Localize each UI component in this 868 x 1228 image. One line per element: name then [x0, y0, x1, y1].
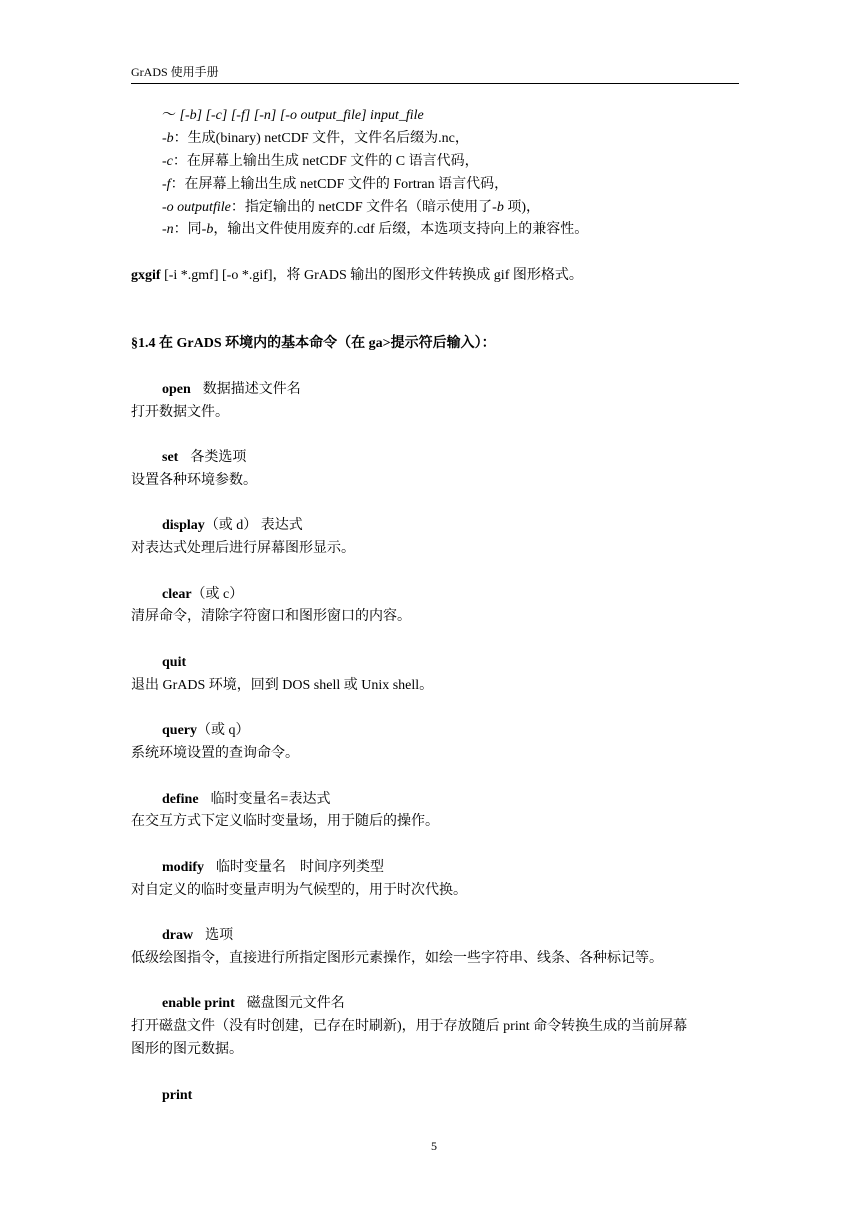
command-desc: 设置各种环境参数。 [131, 473, 257, 488]
option-flag: -o outputfile [162, 200, 231, 215]
option-flag-ref: -b [492, 200, 504, 215]
command-line [162, 585, 243, 605]
command-name: query [162, 723, 197, 738]
gxgif-desc: [-i *.gmf] [-o *.gif]，将 GrADS 输出的图形文件转换成 gif 图形格式。 [160, 268, 583, 283]
command-name: set [162, 450, 179, 465]
command-line [162, 448, 246, 468]
option-line [162, 175, 508, 195]
usage-line [162, 106, 424, 126]
command-arg: （或 d） 表达式 [204, 518, 303, 533]
command-arg: 选项 [205, 928, 234, 943]
command-arg: 临时变量名=表达式 [210, 792, 331, 807]
page-number: 5 [431, 1139, 437, 1153]
option-flag-ref: -b [201, 222, 214, 237]
tilde-symbol: ～ [162, 108, 176, 123]
usage-text: [-b] [-c] [-f] [-n] [-o output_file] input_file [179, 108, 424, 123]
option-flag: -f [162, 177, 171, 192]
command-name: clear [162, 587, 192, 602]
command-name: enable print [162, 996, 235, 1011]
command-desc: 打开数据文件。 [131, 405, 229, 420]
option-desc: ：指定输出的 netCDF 文件名（暗示使用了 [230, 200, 493, 215]
command-arg: （或 c） [191, 587, 244, 602]
command-line [162, 790, 330, 810]
option-line [162, 129, 469, 149]
option-flag: -c [162, 154, 173, 169]
command-name: open [162, 382, 191, 397]
command-line [162, 994, 345, 1014]
command-line [162, 380, 301, 400]
command-line [162, 1086, 192, 1106]
command-name: draw [162, 928, 194, 943]
command-arg: （或 q） [197, 723, 250, 738]
command-name: modify [162, 860, 204, 875]
option-flag: -b [162, 131, 174, 146]
command-desc-continued: 图形的图元数据。 [131, 1042, 243, 1057]
command-desc: 低级绘图指令，直接进行所指定图形元素操作，如绘一些字符串、线条、各种标记等。 [131, 951, 663, 966]
option-line [162, 152, 479, 172]
command-line [162, 653, 186, 673]
gxgif-line [131, 266, 583, 286]
command-arg: 各类选项 [190, 450, 247, 465]
option-desc-tail: ，输出文件使用废弃的.cdf 后缀，本选项支持向上的兼容性。 [213, 222, 589, 237]
command-desc: 系统环境设置的查询命令。 [131, 746, 299, 761]
command-line [162, 516, 303, 536]
option-desc: ：生成(binary) netCDF 文件，文件名后缀为.nc， [173, 131, 469, 146]
section-title: §1.4 在 GrADS 环境内的基本命令（在 ga>提示符后输入）： [131, 336, 496, 351]
command-desc: 对自定义的临时变量声明为气候型的，用于时次代换。 [131, 883, 467, 898]
command-line [162, 721, 250, 741]
option-line [162, 220, 588, 240]
command-desc: 清屏命令，清除字符窗口和图形窗口的内容。 [131, 609, 411, 624]
option-line [162, 198, 540, 218]
option-desc: ：在屏幕上输出生成 netCDF 文件的 C 语言代码， [172, 154, 479, 169]
command-name: display [162, 518, 205, 533]
command-desc: 打开磁盘文件（没有时创建，已存在时刷新)，用于存放随后 print 命令转换生成的当前屏幕 [131, 1019, 688, 1034]
option-desc: ：在屏幕上输出生成 netCDF 文件的 Fortran 语言代码， [170, 177, 509, 192]
header-title: GrADS 使用手册 [131, 65, 219, 79]
command-name: print [162, 1088, 193, 1103]
command-arg: 临时变量名 时间序列类型 [216, 860, 384, 875]
section-heading [131, 334, 496, 354]
command-desc: 在交互方式下定义临时变量场，用于随后的操作。 [131, 814, 439, 829]
option-desc: ：同 [173, 222, 202, 237]
option-desc-tail: 项)， [503, 200, 541, 215]
command-desc: 退出 GrADS 环境，回到 DOS shell 或 Unix shell。 [131, 678, 434, 693]
command-line [162, 926, 233, 946]
command-arg: 数据描述文件名 [202, 382, 301, 397]
command-name: define [162, 792, 199, 807]
command-name: quit [162, 655, 187, 670]
command-arg: 磁盘图元文件名 [246, 996, 345, 1011]
page-header [131, 63, 739, 84]
option-flag: -n [162, 222, 174, 237]
gxgif-cmd: gxgif [131, 268, 161, 283]
command-line [162, 858, 384, 878]
command-desc: 对表达式处理后进行屏幕图形显示。 [131, 541, 355, 556]
